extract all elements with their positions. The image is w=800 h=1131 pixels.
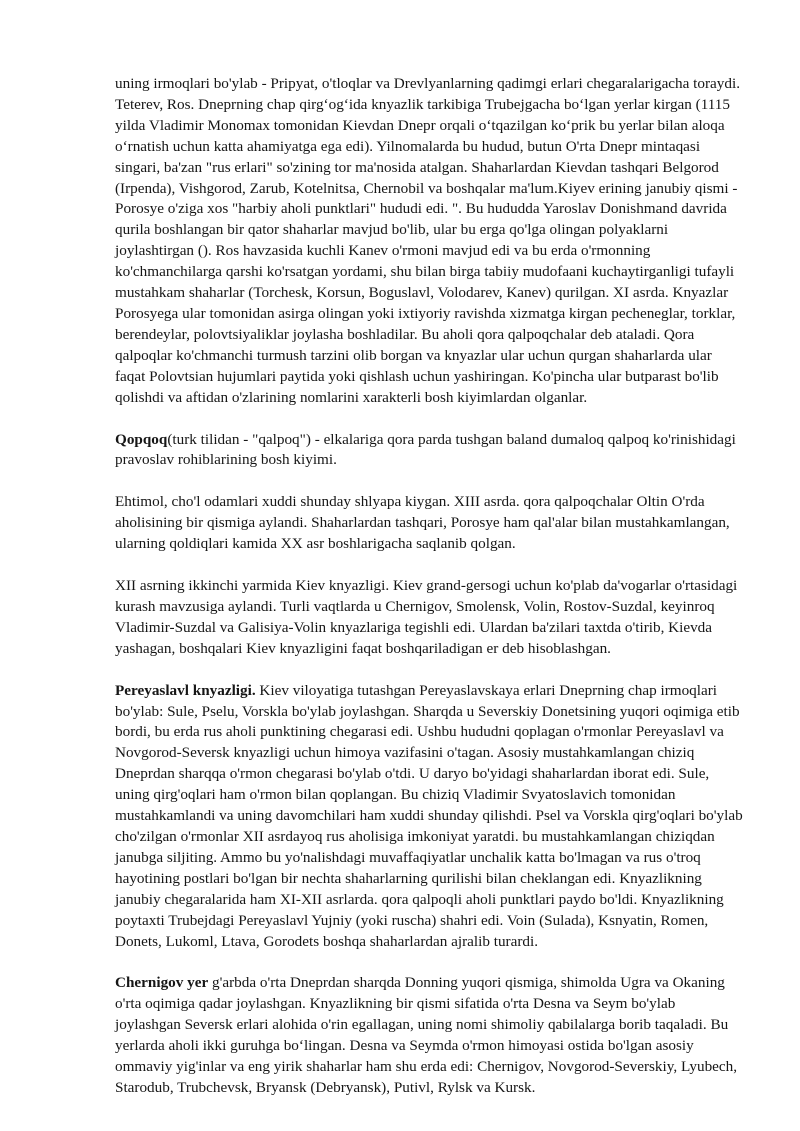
- paragraph-text: uning irmoqlari bo'ylab - Pripyat, o'tloqlar va Drevlyanlarning qadimgi erlari chegaralarigacha toraydi. Teterev, Ros. Dneprning chap qirg‘og‘ida knyazlik tarkibiga Trubejgacha bo‘lgan yerlar kirgan (1115 yilda Vladimir Monomax tomonidan Kievdan Dnepr orqali o‘tqazilgan ko‘prik bu yerlar bilan aloqa o‘rnatish uchun katta ahamiyatga ega edi). Yilnomalarda bu hudud, butun O'rta Dnepr mintaqasi singari, ba'zan "rus erlari" so'zining tor ma'nosida atalgan. Shaharlardan Kievdan tashqari Belgorod (Irpenda), Vishgorod, Zarub, Kotelnitsa, Chernobil va boshqalar ma'lum.Kiyev erining janubiy qismi - Porosye o'ziga xos "harbiy aholi punktlari" hududi edi. ". Bu hududda Yaroslav Donishmand davrida qurila boshlangan bir qator shaharlar mavjud bo'lib, ular bu erga qo'lga olingan polyaklarni joylashtirgan (). Ros havzasida kuchli Kanev o'rmoni mavjud edi va bu erda o'rmonning ko'chmanchilarga qarshi ko'rsatgan yordami, shu bilan birga tabiiy mudofaani kuchaytirganligi tufayli mustahkam shaharlar (Torchesk, Korsun, Boguslavl, Volodarev, Kanev) qurilgan. XI asrda. Knyazlar Porosyega ular tomonidan asirga olingan yoki ixtiyoriy ravishda xizmatga kirgan pechenеglar, torklar, berendeylar, polovtsiyaliklar joylasha boshladilar. Bu aholi qora qalpoqchalar deb ataladi. Qora qalpoqlar ko'chmanchi turmush tarzini olib borgan va knyazlar ular uchun qurgan shaharlarda ular faqat Polovtsian hujumlari paytida yoki qishlash uchun yashiringan. Ko'pincha ular butparast bo'lib qolishdi va aftidan o'zlarining nomlarini xarakterli bosh kiyimlardan olganlar.: [115, 75, 740, 406]
- paragraph-text: Ehtimol, cho'l odamlari xuddi shunday shlyapa kiygan. XIII asrda. qora qalpoqchalar Oltin O'rda aholisining bir qismiga aylandi. Shaharlardan tashqari, Porosye ham qal'alar bilan mustahkamlangan, ularning qoldiqlari kamida XX asr boshlarigacha saqlanib qolgan.: [115, 493, 730, 553]
- paragraph-steppe-people: [115, 492, 744, 555]
- paragraph-text: (turk tilidan - "qalpoq") - elkalariga qora parda tushgan baland dumaloq qalpoq ko'rinishidagi pravoslav rohiblarining bosh kiyimi.: [115, 430, 736, 469]
- paragraph-text: Kiev viloyatiga tutashgan Pereyaslavskaya erlari Dneprning chap irmoqlari bo'ylab: Sule, Pselu, Vorskla bo'ylab joylashgan. Sharqda u Severskiy Donetsining yuqori oqimiga etib bordi, bu erda rus aholi punktining chegarasi edi. Ushbu hududni qoplagan o'rmonlar Pereyaslavl va Novgorod-Seversk knyazligi uchun himoya vazifasini o'tagan. Asosiy mustahkamlangan chiziq Dneprdan sharqqa o'rmon chegarasi bo'ylab o'tdi. U daryo bo'yidagi shaharlardan iborat edi. Sule, uning qirg'oqlari ham o'rmon bilan qoplangan. Bu chiziq Vladimir Svyatoslavich tomonidan mustahkamlandi va uning davomchilari ham xuddi shunday qilishdi. Psel va Vorskla qirg'oqlari bo'ylab cho'zilgan o'rmonlar XII asrdayoq rus aholisiga imkoniyat yaratdi. bu mustahkamlangan chiziqdan janubga siljiting. Ammo bu yo'nalishdagi muvaffaqiyatlar unchalik katta bo'lmagan va rus o'troq hayotining postlari bo'lgan bir nechta shaharlarning qurilishi bilan cheklangan edi. Knyazlikning janubiy chegaralarida ham XI-XII asrlarda. qora qalpoqli aholi punktlari paydo bo'ldi. Knyazlikning poytaxti Trubejdagi Pereyaslavl Yujniy (yoki ruscha) shahri edi. Voin (Sulada), Ksnyatin, Romen, Donets, Lukoml, Ltava, Gorodets boshqa shaharlardan ajralib turardi.: [115, 681, 743, 950]
- paragraph-kiev-principality: [115, 576, 744, 660]
- paragraph-term: Chernigov yer: [115, 974, 209, 992]
- paragraph-term: Pereyaslavl knyazligi.: [115, 681, 256, 699]
- paragraph-term: Qopqoq: [115, 430, 168, 448]
- paragraph-text: g'arbda o'rta Dneprdan sharqda Donning yuqori qismiga, shimolda Ugra va Okaning o'rta oqimiga qadar joylashgan. Knyazlikning bir qismi sifatida o'rta Desna va Seym bo'ylab joylashgan Seversk erlari alohida o'rin egallagan, uning nomi shimoliy qabilalarga borib taqaladi. Bu yerlarda aholi ikki guruhga bo‘lingan. Desna va Seymda o'rmon himoyasi ostida bo'lgan asosiy ommaviy yig'inlar va eng yirik shaharlar ham shu erda edi: Chernigov, Novgorod-Severskiy, Lyubech, Starodub, Trubchevsk, Bryansk (Debryansk), Putivl, Rylsk va Kursk.: [115, 974, 738, 1096]
- paragraph-qopqoq: [115, 430, 744, 472]
- paragraph-text: XII asrning ikkinchi yarmida Kiev knyazligi. Kiev grand-gersogi uchun ko'plab da'vogarlar o'rtasidagi kurash mavzusiga aylandi. Turli vaqtlarda u Chernigov, Smolensk, Volin, Rostov-Suzdal, keyinroq Vladimir-Suzdal va Galisiya-Volin knyazlariga tegishli edi. Ulardan ba'zilari taxtda o'tirib, Kievda yashagan, boshqalari Kiev knyazligini faqat boshqariladigan er deb hisoblashgan.: [115, 577, 738, 657]
- paragraph-kiev-land: [115, 74, 744, 409]
- paragraph-chernigov: [115, 973, 744, 1098]
- paragraph-pereyaslavl: [115, 681, 744, 953]
